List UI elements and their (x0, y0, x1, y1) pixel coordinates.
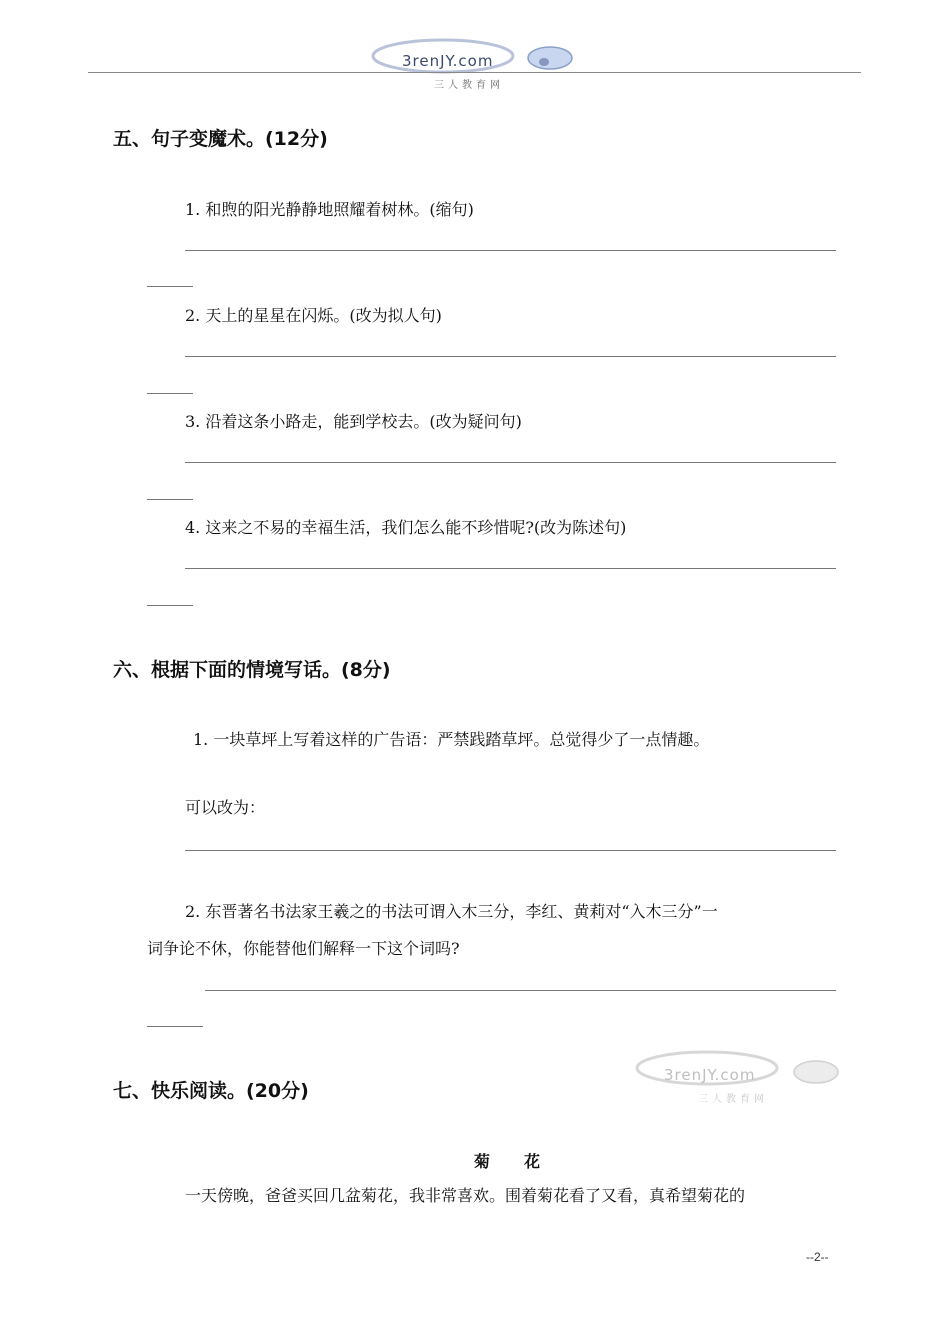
logo-text: 3renJY.com (402, 52, 494, 70)
passage-text: 一天傍晚，爸爸买回几盆菊花，我非常喜欢。围着菊花看了又看，真希望菊花的 (185, 1186, 746, 1205)
watermark-text: 3renJY.com (664, 1066, 756, 1084)
question-6-2-line1: 2. 东晋著名书法家王羲之的书法可谓入木三分，李红、黄莉对“入木三分”一 (185, 902, 718, 921)
answer-line-continuation[interactable] (147, 1026, 203, 1027)
passage-title: 菊花 (474, 1152, 575, 1171)
question-6-2-line2: 词争论不休，你能替他们解释一下这个词吗? (147, 939, 460, 958)
answer-line[interactable] (185, 356, 836, 357)
answer-line-continuation[interactable] (147, 393, 193, 394)
question-6-1: 1. 一块草坪上写着这样的广告语：严禁践踏草坪。总觉得少了一点情趣。 (193, 730, 710, 749)
watermark-logo (632, 1046, 847, 1104)
section-heading-6: 六、根据下面的情境写话。(8分) (113, 659, 391, 681)
answer-line[interactable] (185, 462, 836, 463)
answer-line-continuation[interactable] (147, 286, 193, 287)
answer-line-continuation[interactable] (147, 499, 193, 500)
answer-line[interactable] (185, 250, 836, 251)
question-5-4: 4. 这来之不易的幸福生活，我们怎么能不珍惜呢?(改为陈述句) (185, 518, 627, 537)
answer-line-continuation[interactable] (147, 605, 193, 606)
question-5-3: 3. 沿着这条小路走，能到学校去。(改为疑问句) (185, 412, 522, 431)
logo-subtitle: 三人教育网 (434, 80, 504, 91)
page-number: --2-- (806, 1250, 829, 1264)
header-rule (88, 72, 861, 73)
answer-line[interactable] (205, 990, 836, 991)
section-heading-7: 七、快乐阅读。(20分) (113, 1080, 309, 1102)
answer-line[interactable] (185, 568, 836, 569)
section-heading-5: 五、句子变魔术。(12分) (113, 128, 328, 150)
question-6-1-prompt: 可以改为： (185, 798, 266, 817)
watermark-subtitle: 三人教育网 (698, 1094, 768, 1104)
site-logo (368, 36, 583, 94)
answer-line[interactable] (185, 850, 836, 851)
question-5-2: 2. 天上的星星在闪烁。(改为拟人句) (185, 306, 442, 325)
question-5-1: 1. 和煦的阳光静静地照耀着树林。(缩句) (185, 200, 474, 219)
